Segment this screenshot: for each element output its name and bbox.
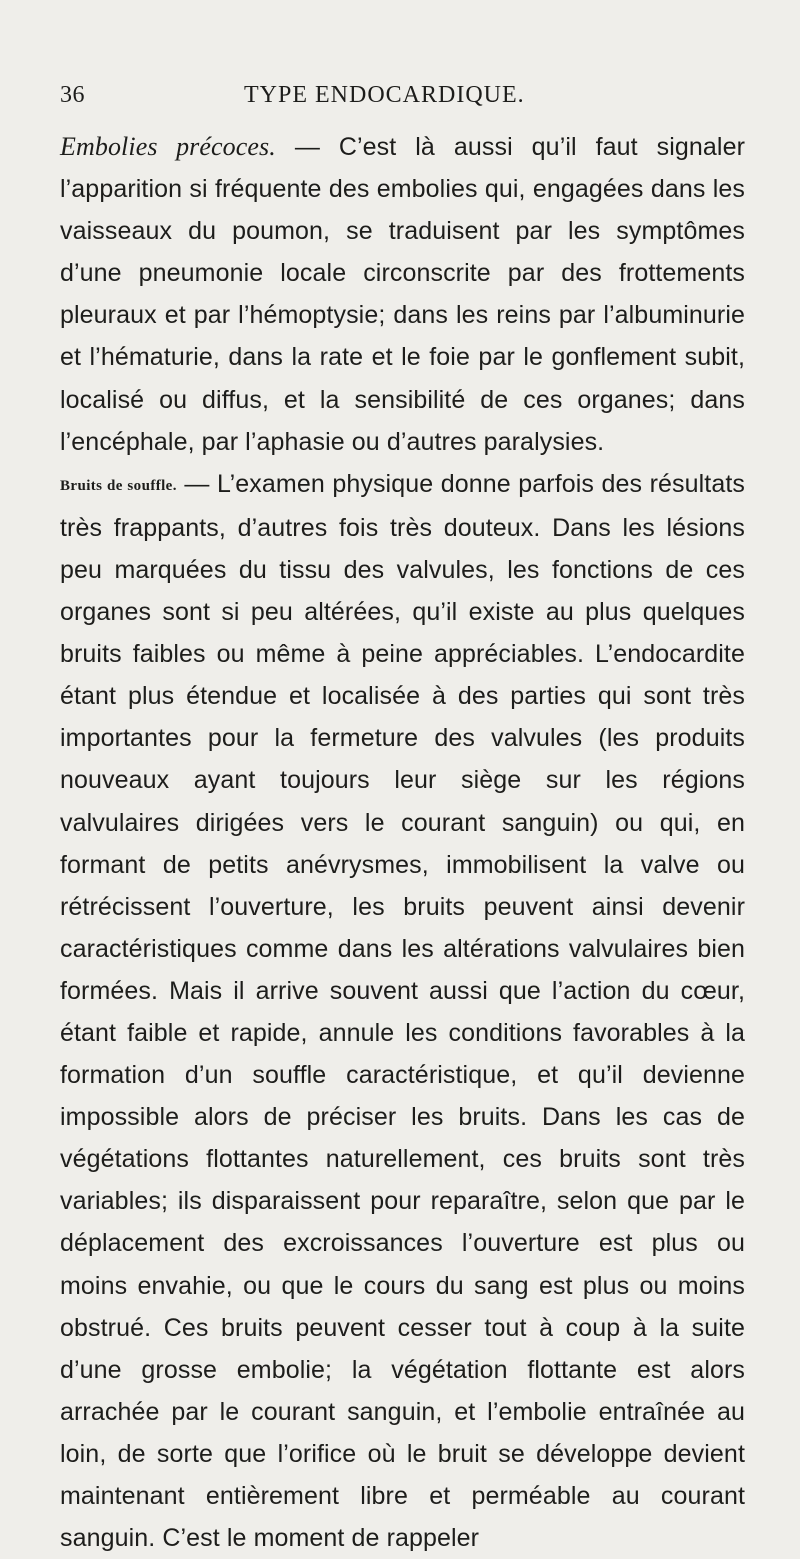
- page-number: 36: [60, 82, 85, 108]
- paragraph-text-embolies: — C’est là aussi qu’il faut signaler l’apparition si fréquente des embolies qui, engagées dans les vaisseaux du poumon, se traduisent par les symptômes d’une pneumonie locale circonscrite par des frottements pleuraux et par l’hémoptysie; dans les reins par l’albuminurie et l’hématurie, dans la rate et le foie par le gonflement subit, localisé ou diffus, et la sensibilité de ces organes; dans l’encéphale, par l’aphasie ou d’autres paralysies.: [60, 133, 745, 456]
- run-in-heading-embolies: Embolies précoces.: [60, 132, 276, 161]
- running-title: TYPE ENDOCARDIQUE.: [244, 82, 525, 108]
- body-text: [60, 126, 745, 1559]
- paragraph-bruits: [60, 463, 745, 1559]
- paragraph-text-bruits: — L’examen physique donne parfois des résultats très frappants, d’autres fois très douteux. Dans les lésions peu marquées du tissu des valvules, les fonctions de ces organes sont si peu altérées, qu’il existe au plus quelques bruits faibles ou même à peine appréciables. L’endocardite étant plus étendue et localisée à des parties qui sont très importantes pour la fermeture des valvules (les produits nouveaux ayant toujours leur siège sur les régions valvulaires dirigées vers le courant sanguin) ou qui, en formant de petits anévrysmes, immobilisent la valve ou rétrécissent l’ouverture, les bruits peuvent ainsi devenir caractéristiques comme dans les altérations valvulaires bien formées. Mais il arrive souvent aussi que l’action du cœur, étant faible et rapide, annule les conditions favorables à la formation d’un souffle caractéristique, et qu’il devienne impossible alors de préciser les bruits. Dans les cas de végétations flottantes naturellement, ces bruits sont très variables; ils disparaissent pour reparaître, selon que par le déplacement des excroissances l’ouverture est plus ou moins envahie, ou que le cours du sang est plus ou moins obstrué. Ces bruits peuvent cesser tout à coup à la suite d’une grosse embolie; la végétation flottante est alors arrachée par le courant sanguin, et l’embolie entraînée au loin, de sorte que l’orifice où le bruit se développe devient maintenant entièrement libre et perméable au courant sanguin. C’est le moment de rappeler: [60, 469, 746, 1553]
- run-in-heading-bruits: Bruits de souffle.: [60, 477, 177, 494]
- running-head: [60, 82, 750, 112]
- paragraph-embolies: [60, 126, 745, 463]
